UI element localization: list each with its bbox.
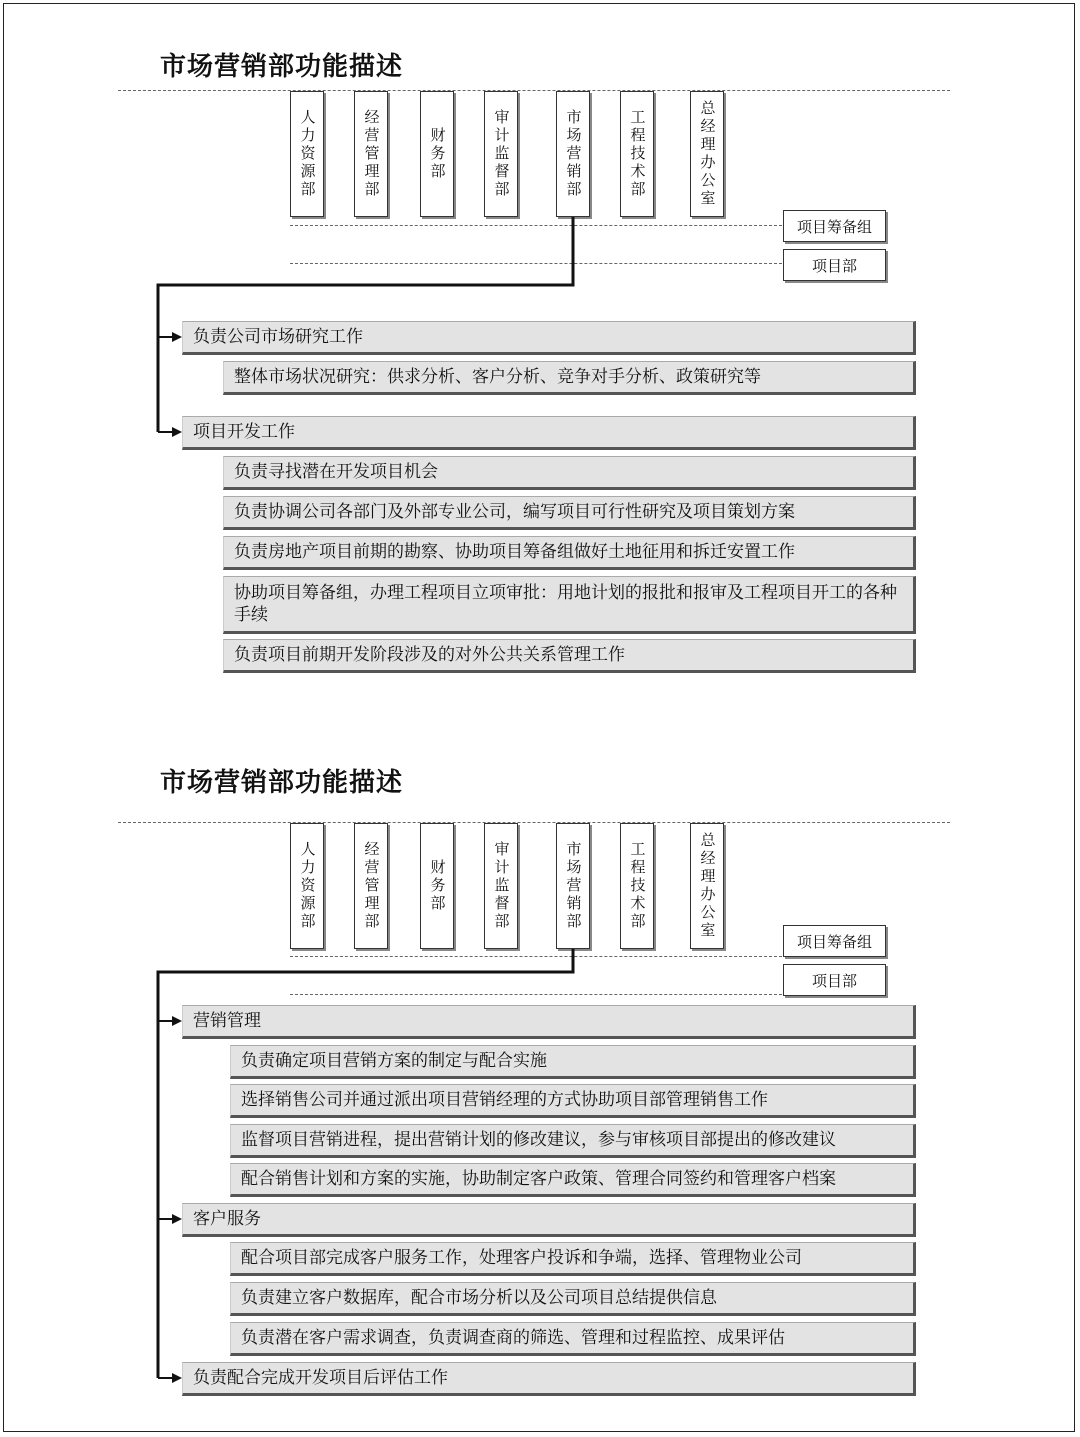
dept-finance: 财务部 — [420, 823, 454, 949]
section-title: 市场营销部功能描述 — [160, 768, 404, 798]
list-item: 负责潜在客户需求调查，负责调查商的筛选、管理和过程监控、成果评估 — [230, 1322, 916, 1356]
dept-marketing: 市场营销部 — [556, 91, 590, 217]
list-item: 负责寻找潜在开发项目机会 — [223, 456, 916, 490]
group-marketing-management: 营销管理 — [182, 1005, 916, 1039]
project-dept-box: 项目部 — [783, 964, 886, 996]
dept-gm-office: 总经理办公室 — [690, 823, 724, 949]
dept-engineering: 工程技术部 — [620, 823, 654, 949]
project-prep-group-box: 项目筹备组 — [783, 925, 886, 957]
list-item: 协助项目筹备组，办理工程项目立项审批：用地计划的报批和报审及工程项目开工的各种手续 — [223, 576, 916, 634]
project-dept-box: 项目部 — [783, 249, 886, 281]
list-item: 配合销售计划和方案的实施，协助制定客户政策、管理合同签约和管理客户档案 — [230, 1163, 916, 1197]
list-item: 负责确定项目营销方案的制定与配合实施 — [230, 1045, 916, 1079]
section-title: 市场营销部功能描述 — [160, 52, 404, 82]
dept-operations: 经营管理部 — [354, 823, 388, 949]
arrow-icon — [172, 1016, 182, 1026]
list-item: 整体市场状况研究：供求分析、客户分析、竞争对手分析、政策研究等 — [223, 361, 916, 395]
dept-gm-office: 总经理办公室 — [690, 91, 724, 217]
group-customer-service: 客户服务 — [182, 1203, 916, 1237]
project-prep-group-box: 项目筹备组 — [783, 210, 886, 242]
dept-hr: 人力资源部 — [290, 91, 324, 217]
group-post-evaluation: 负责配合完成开发项目后评估工作 — [182, 1362, 916, 1396]
list-item: 负责建立客户数据库，配合市场分析以及公司项目总结提供信息 — [230, 1282, 916, 1316]
arrow-icon — [172, 1373, 182, 1383]
list-item: 负责协调公司各部门及外部专业公司，编写项目可行性研究及项目策划方案 — [223, 496, 916, 530]
list-item: 负责房地产项目前期的勘察、协助项目筹备组做好土地征用和拆迁安置工作 — [223, 536, 916, 570]
dept-hr: 人力资源部 — [290, 823, 324, 949]
dept-marketing: 市场营销部 — [556, 823, 590, 949]
list-item: 监督项目营销进程，提出营销计划的修改建议，参与审核项目部提出的修改建议 — [230, 1124, 916, 1158]
dept-audit: 审计监督部 — [484, 91, 518, 217]
dept-audit: 审计监督部 — [484, 823, 518, 949]
dept-engineering: 工程技术部 — [620, 91, 654, 217]
dept-operations: 经营管理部 — [354, 91, 388, 217]
list-item: 负责项目前期开发阶段涉及的对外公共关系管理工作 — [223, 639, 916, 673]
dept-finance: 财务部 — [420, 91, 454, 217]
group-project-development: 项目开发工作 — [182, 416, 916, 450]
arrow-icon — [172, 1214, 182, 1224]
list-item: 选择销售公司并通过派出项目营销经理的方式协助项目部管理销售工作 — [230, 1084, 916, 1118]
group-market-research: 负责公司市场研究工作 — [182, 321, 916, 355]
list-item: 配合项目部完成客户服务工作，处理客户投诉和争端，选择、管理物业公司 — [230, 1242, 916, 1276]
